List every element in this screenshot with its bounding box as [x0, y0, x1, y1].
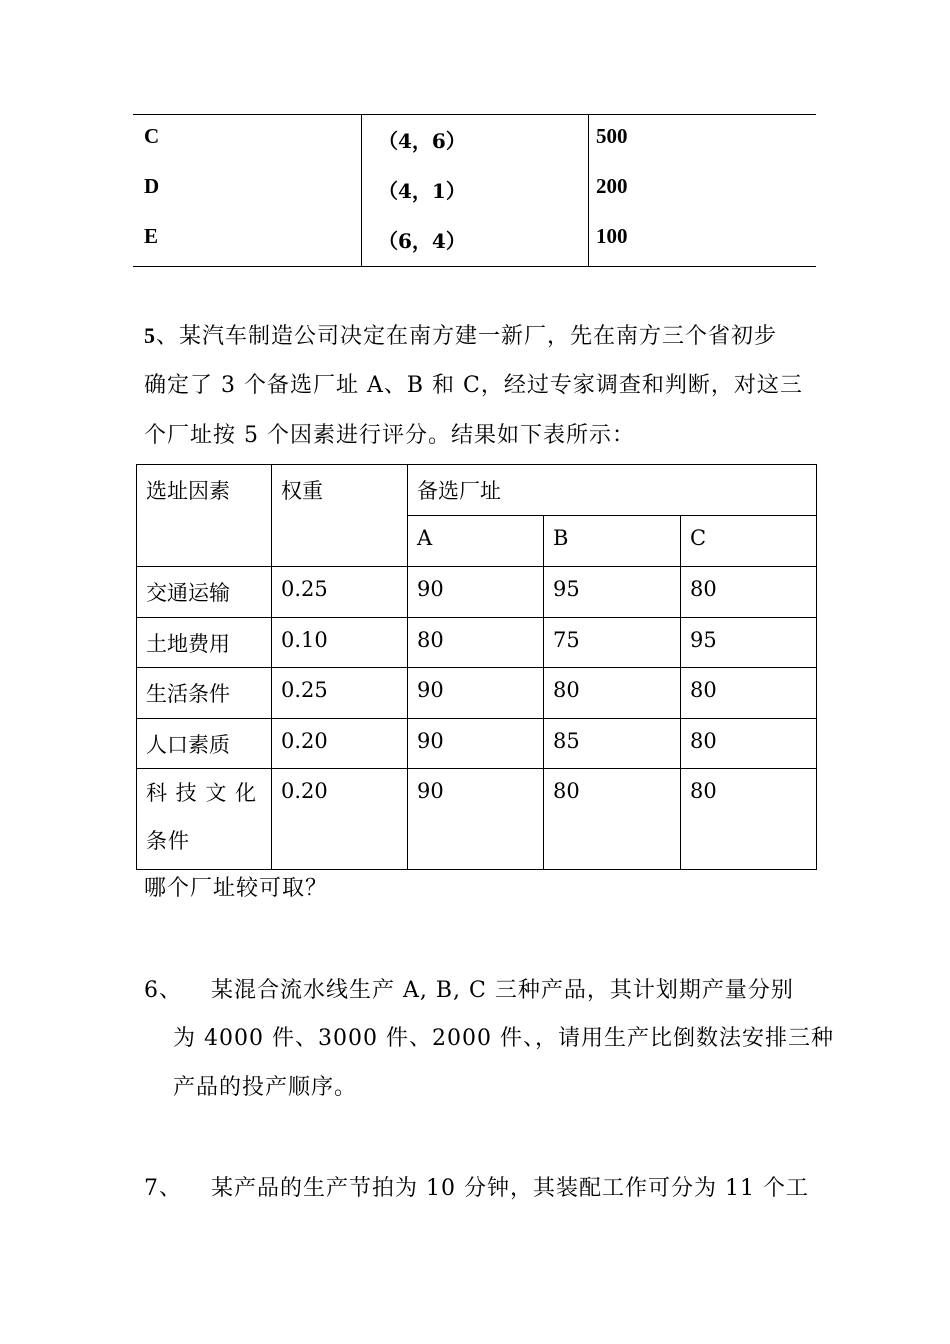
site-c: C [681, 516, 817, 567]
factor-cell: 生活条件 [137, 668, 272, 719]
header-factor: 选址因素 [137, 465, 272, 567]
q5-line-2: 确定了 3 个备选厂址 A、B 和 C，经过专家调查和判断，对这三 [144, 373, 803, 398]
q5-question: 哪个厂址较可取？ [144, 876, 329, 901]
factor-cell: 科 技 文 化 条件 [137, 769, 272, 870]
factor-cell: 交通运输 [137, 567, 272, 618]
factor-cell: 土地费用 [137, 618, 272, 668]
q5-number: 5 [144, 323, 156, 348]
score-cell: 80 [544, 668, 681, 719]
weight-cell: 0.20 [272, 769, 408, 870]
factor-cell: 人口素质 [137, 719, 272, 769]
score-cell: 90 [408, 668, 544, 719]
row-label: D [144, 174, 160, 198]
score-cell: 75 [544, 618, 681, 668]
score-cell: 95 [544, 567, 681, 618]
score-cell: 80 [681, 567, 817, 618]
q6-line-1: 某混合流水线生产 A, B, C 三种产品，其计划期产量分别 [211, 978, 794, 1003]
header-sites: 备选厂址 [408, 465, 817, 516]
score-cell: 95 [681, 618, 817, 668]
q6-number: 6、 [144, 978, 182, 1003]
q7-number: 7、 [144, 1176, 182, 1201]
row-coordinate: （4，6） [378, 129, 466, 153]
weight-cell: 0.20 [272, 719, 408, 769]
header-weight: 权重 [272, 465, 408, 567]
score-cell: 80 [681, 668, 817, 719]
q6-line-3: 产品的投产顺序。 [173, 1075, 358, 1100]
column-divider [588, 115, 589, 266]
score-cell: 85 [544, 719, 681, 769]
score-cell: 90 [408, 567, 544, 618]
score-cell: 80 [681, 719, 817, 769]
table-row [137, 618, 817, 668]
score-cell: 90 [408, 719, 544, 769]
row-value: 500 [596, 124, 628, 148]
weight-cell: 0.25 [272, 668, 408, 719]
q7-line-1: 某产品的生产节拍为 10 分钟，其装配工作可分为 11 个工 [211, 1176, 809, 1201]
score-cell: 90 [408, 769, 544, 870]
table-row [137, 567, 817, 618]
row-coordinate: （4，1） [378, 179, 466, 203]
row-label: E [144, 224, 159, 248]
q5-line-1: 5、某汽车制造公司决定在南方建一新厂，先在南方三个省初步 [144, 323, 778, 349]
table-row [137, 719, 817, 769]
score-cell: 80 [681, 769, 817, 870]
score-cell: 80 [408, 618, 544, 668]
table-row [137, 769, 817, 870]
site-score-table [136, 464, 817, 870]
location-table [133, 114, 816, 267]
table-row [137, 668, 817, 719]
weight-cell: 0.10 [272, 618, 408, 668]
weight-cell: 0.25 [272, 567, 408, 618]
row-value: 200 [596, 174, 628, 198]
row-value: 100 [596, 224, 628, 248]
row-coordinate: （6，4） [378, 229, 466, 253]
column-divider [361, 115, 362, 266]
row-label: C [144, 124, 160, 148]
site-b: B [544, 516, 681, 567]
q5-line-3: 个厂址按 5 个因素进行评分。结果如下表所示： [144, 423, 635, 448]
q6-line-2: 为 4000 件、3000 件、2000 件、，请用生产比倒数法安排三种 [173, 1026, 834, 1051]
score-cell: 80 [544, 769, 681, 870]
site-a: A [408, 516, 544, 567]
